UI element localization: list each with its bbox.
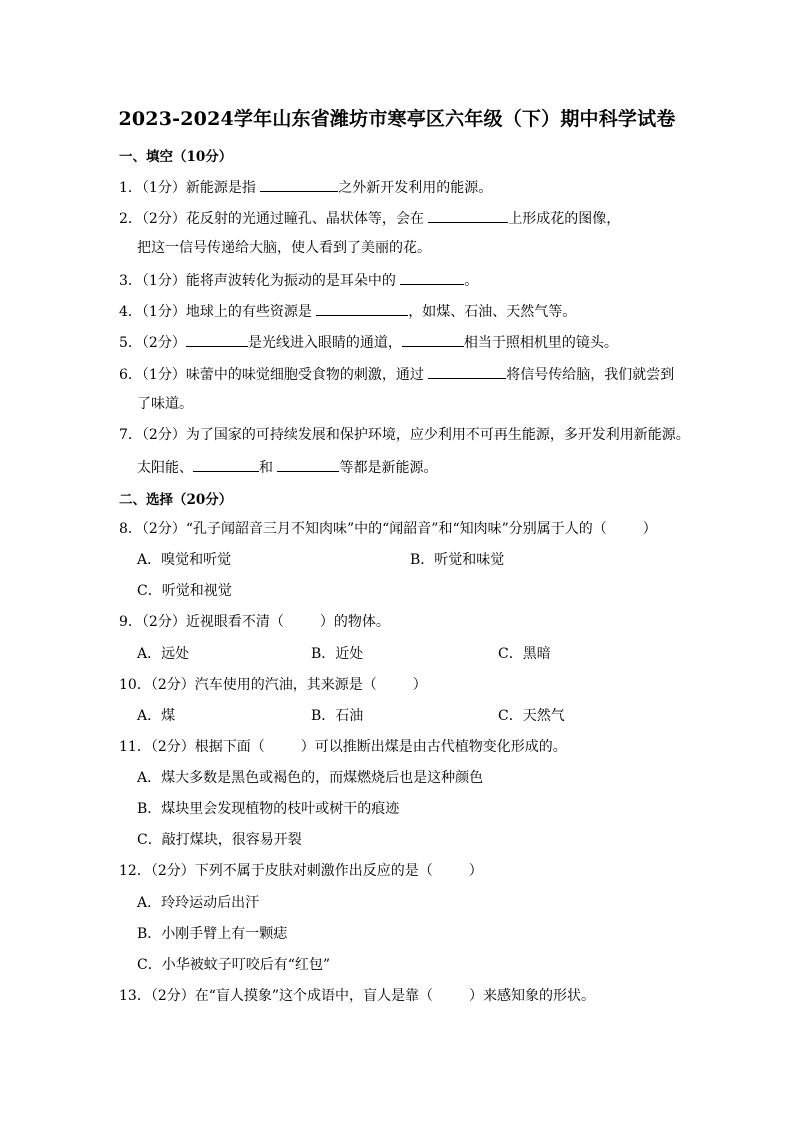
answer-blank[interactable]: [277, 457, 339, 472]
question-12: [119, 862, 483, 880]
question-12-text-pre: 12．（2分）下列不属于皮肤对刺激作出反应的是（: [119, 863, 433, 879]
page-title: 2023-2024学年山东省潍坊市寒亭区六年级（下）期中科学试卷: [118, 108, 676, 130]
question-7: 7．（2分）为了国家的可持续发展和保护环境，应少利用不可再生能源，多开发利用新能源。: [119, 427, 690, 443]
answer-blank[interactable]: [428, 208, 508, 223]
question-4: [119, 301, 576, 321]
question-9-option-b[interactable]: B．近处: [311, 646, 364, 662]
question-10: [119, 676, 427, 694]
question-10-option-a[interactable]: A．煤: [137, 708, 176, 724]
question-11-text-post: ）可以推断出煤是由古代植物变化形成的。: [300, 739, 567, 755]
question-3: [119, 270, 478, 290]
question-8-close: ）: [642, 521, 657, 537]
question-7-line-2: [137, 457, 437, 477]
question-2-line-2: 把这一信号传递给大脑，使人看到了美丽的花。: [137, 240, 431, 256]
answer-blank[interactable]: [260, 177, 338, 192]
section-heading-fill-in: 一、填空（10分）: [119, 149, 233, 165]
answer-blank[interactable]: [193, 457, 259, 472]
question-10-text-pre: 10．（2分）汽车使用的汽油，其来源是（: [119, 677, 377, 693]
answer-blank[interactable]: [428, 364, 506, 379]
question-3-text-pre: 3．（1分）能将声波转化为振动的是耳朵中的: [119, 273, 396, 289]
question-12-option-c[interactable]: C．小华被蚊子叮咬后有“红包”: [137, 957, 331, 973]
question-9: [119, 613, 390, 631]
question-2-text-pre: 2．（2分）花反射的光通过瞳孔、晶状体等，会在: [119, 211, 424, 227]
question-1-text-post: 之外新开发利用的能源。: [338, 180, 493, 196]
question-6-text-pre: 6．（1分）味蕾中的味觉细胞受食物的刺激，通过: [119, 367, 424, 383]
question-2: [119, 208, 620, 228]
question-9-text-pre: 9．（2分）近视眼看不清（: [119, 614, 284, 630]
question-1: [119, 177, 492, 197]
question-11: [119, 738, 567, 756]
question-11-option-a[interactable]: A．煤大多数是黑色或褐色的，而煤燃烧后也是这种颜色: [137, 770, 484, 786]
answer-blank[interactable]: [186, 332, 248, 347]
question-9-option-c[interactable]: C．黑暗: [498, 646, 551, 662]
question-5: [119, 332, 618, 352]
question-13-text-post: ）来感知象的形状。: [469, 988, 596, 1004]
question-7-text-pre: 太阳能、: [137, 460, 193, 476]
question-12-option-b[interactable]: B．小刚手臂上有一颗痣: [137, 926, 288, 942]
question-3-text-post: 。: [464, 273, 479, 289]
question-7-text-mid: 和: [259, 460, 273, 476]
question-8-option-b[interactable]: B．听觉和味觉: [410, 552, 505, 568]
answer-blank[interactable]: [316, 301, 408, 316]
question-4-text-pre: 4．（1分）地球上的有些资源是: [119, 304, 312, 320]
question-11-option-b[interactable]: B．煤块里会发现植物的枝叶或树干的痕迹: [137, 801, 400, 817]
question-13-text-pre: 13．（2分）在“盲人摸象”这个成语中，盲人是靠（: [119, 988, 434, 1004]
question-13: [119, 987, 595, 1005]
question-10-text-post: ）: [412, 677, 427, 693]
question-8-option-c[interactable]: C．听觉和视觉: [137, 583, 232, 599]
question-6-text-post: 将信号传给脑，我们就尝到: [506, 367, 675, 383]
question-10-option-b[interactable]: B．石油: [311, 708, 364, 724]
question-6-line-2: 了味道。: [137, 396, 193, 412]
answer-blank[interactable]: [400, 270, 464, 285]
question-8: [119, 520, 657, 538]
question-12-option-a[interactable]: A．玲玲运动后出汗: [137, 895, 260, 911]
question-4-text-post: ，如煤、石油、天然气等。: [408, 304, 577, 320]
question-12-text-post: ）: [468, 863, 483, 879]
question-6: [119, 364, 674, 384]
question-8-option-a[interactable]: A．嗅觉和听觉: [137, 552, 232, 568]
question-2-text-post: 上形成花的图像，: [508, 211, 621, 227]
section-heading-choice: 二、选择（20分）: [119, 492, 233, 508]
question-5-text-pre: 5．（2分）: [119, 335, 186, 351]
question-5-text-mid: 是光线进入眼睛的通道，: [247, 335, 402, 351]
question-11-option-c[interactable]: C．敲打煤块，很容易开裂: [137, 832, 302, 848]
question-11-text-pre: 11．（2分）根据下面（: [119, 739, 265, 755]
answer-blank[interactable]: [402, 332, 464, 347]
question-9-text-post: ）的物体。: [319, 614, 390, 630]
question-5-text-post: 相当于照相机里的镜头。: [463, 335, 618, 351]
question-7-text-post: 等都是新能源。: [339, 460, 438, 476]
question-8-stem: 8．（2分）“孔子闻韶音三月不知肉味”中的“闻韶音”和“知肉味”分别属于人的（: [119, 521, 607, 537]
question-9-option-a[interactable]: A．远处: [137, 646, 190, 662]
question-10-option-c[interactable]: C．天然气: [498, 708, 565, 724]
question-1-text-pre: 1．（1分）新能源是指: [119, 180, 256, 196]
